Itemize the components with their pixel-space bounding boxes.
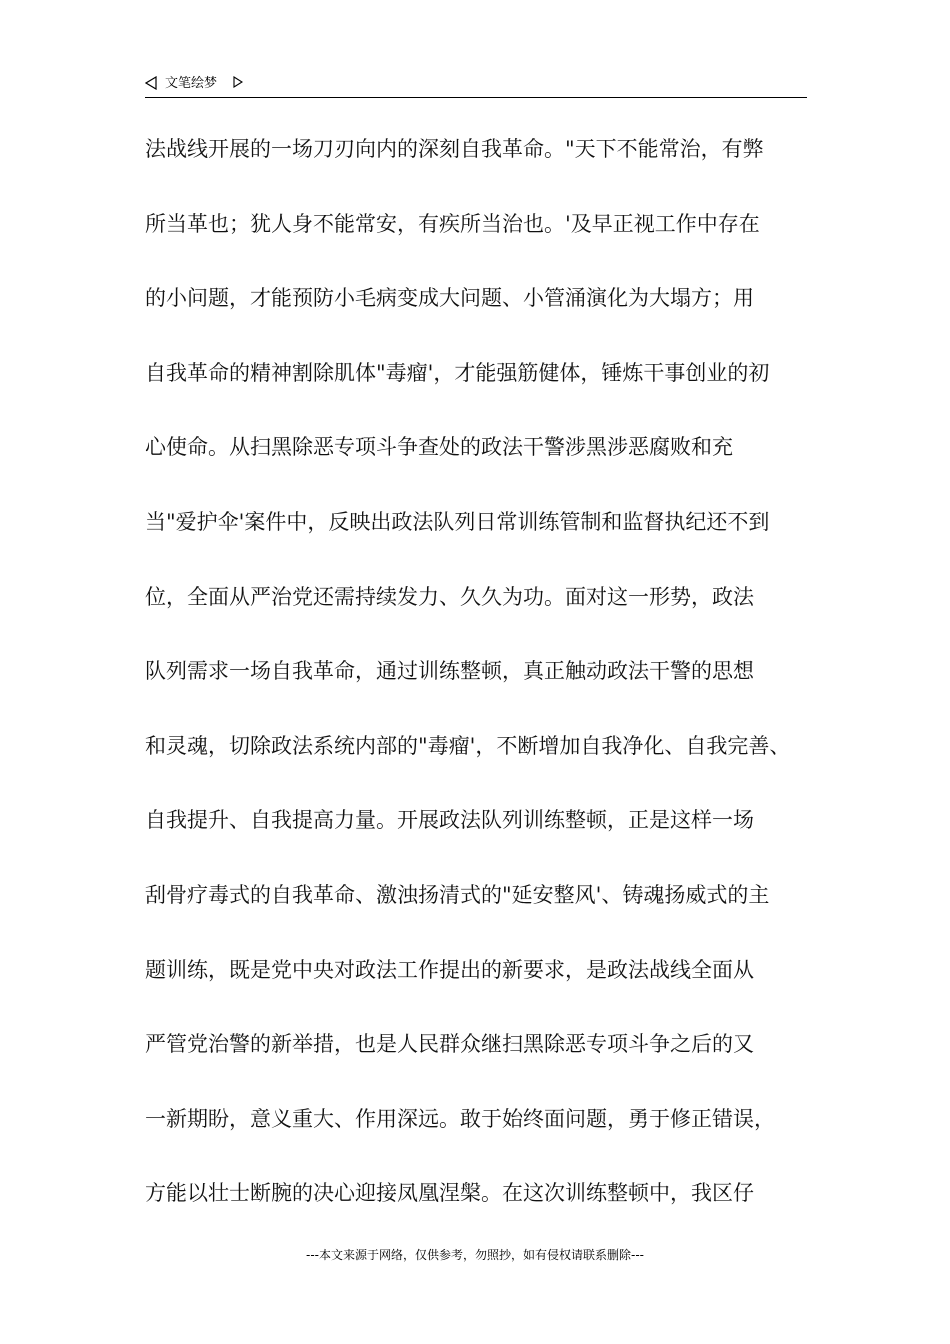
text-line: 和灵魂，切除政法系统内部的"毒瘤'，不断增加自我净化、自我完善、 bbox=[145, 733, 791, 758]
text-line: 当"爱护伞'案件中，反映出政法队列日常训练管制和监督执纪还不到 bbox=[145, 509, 770, 534]
text-line: 方能以壮士断腕的决心迎接凤凰涅槃。在这次训练整顿中，我区仔 bbox=[145, 1181, 754, 1206]
text-line: 法战线开展的一场刀刃向内的深刻自我革命。"天下不能常治，有弊 bbox=[145, 137, 764, 161]
text-line: 题训练，既是党中央对政法工作提出的新要求，是政法战线全面从 bbox=[145, 957, 754, 982]
text-line: 自我革命的精神割除肌体"毒瘤'，才能强筋健体，锤炼干事创业的初 bbox=[145, 360, 770, 385]
text-line: 队列需求一场自我革命，通过训练整顿，真正触动政法干警的思想 bbox=[145, 659, 754, 684]
text-line: 所当革也；犹人身不能常安，有疾所当治也。'及早正视工作中存在 bbox=[145, 211, 760, 236]
page-header bbox=[145, 72, 807, 96]
text-line: 心使命。从扫黑除恶专项斗争查处的政法干警涉黑涉恶腐败和充 bbox=[145, 435, 733, 460]
text-line: 的小问题，才能预防小毛病变成大问题、小管涌演化为大塌方；用 bbox=[145, 286, 754, 311]
header-title: 文笔绘梦 bbox=[165, 76, 218, 91]
triangle-right-icon bbox=[233, 76, 243, 88]
text-line: 严管党治警的新举措，也是人民群众继扫黑除恶专项斗争之后的又 bbox=[145, 1032, 754, 1057]
body-text bbox=[145, 127, 825, 1246]
text-line: 位，全面从严治党还需持续发力、久久为功。面对这一形势，政法 bbox=[145, 584, 754, 609]
text-line: 一新期盼，意义重大、作用深远。敢于始终面问题，勇于修正错误， bbox=[145, 1106, 775, 1131]
text-line: 刮骨疗毒式的自我革命、激浊扬清式的"延安整风'、铸魂扬威式的主 bbox=[145, 882, 770, 907]
triangle-left-icon bbox=[145, 76, 157, 90]
text-line: 自我提升、自我提高力量。开展政法队列训练整顿，正是这样一场 bbox=[145, 808, 754, 833]
page-footer: ---本文来源于网络，仅供参考，勿照抄，如有侵权请联系删除--- bbox=[306, 1248, 644, 1262]
header-divider bbox=[145, 97, 807, 98]
